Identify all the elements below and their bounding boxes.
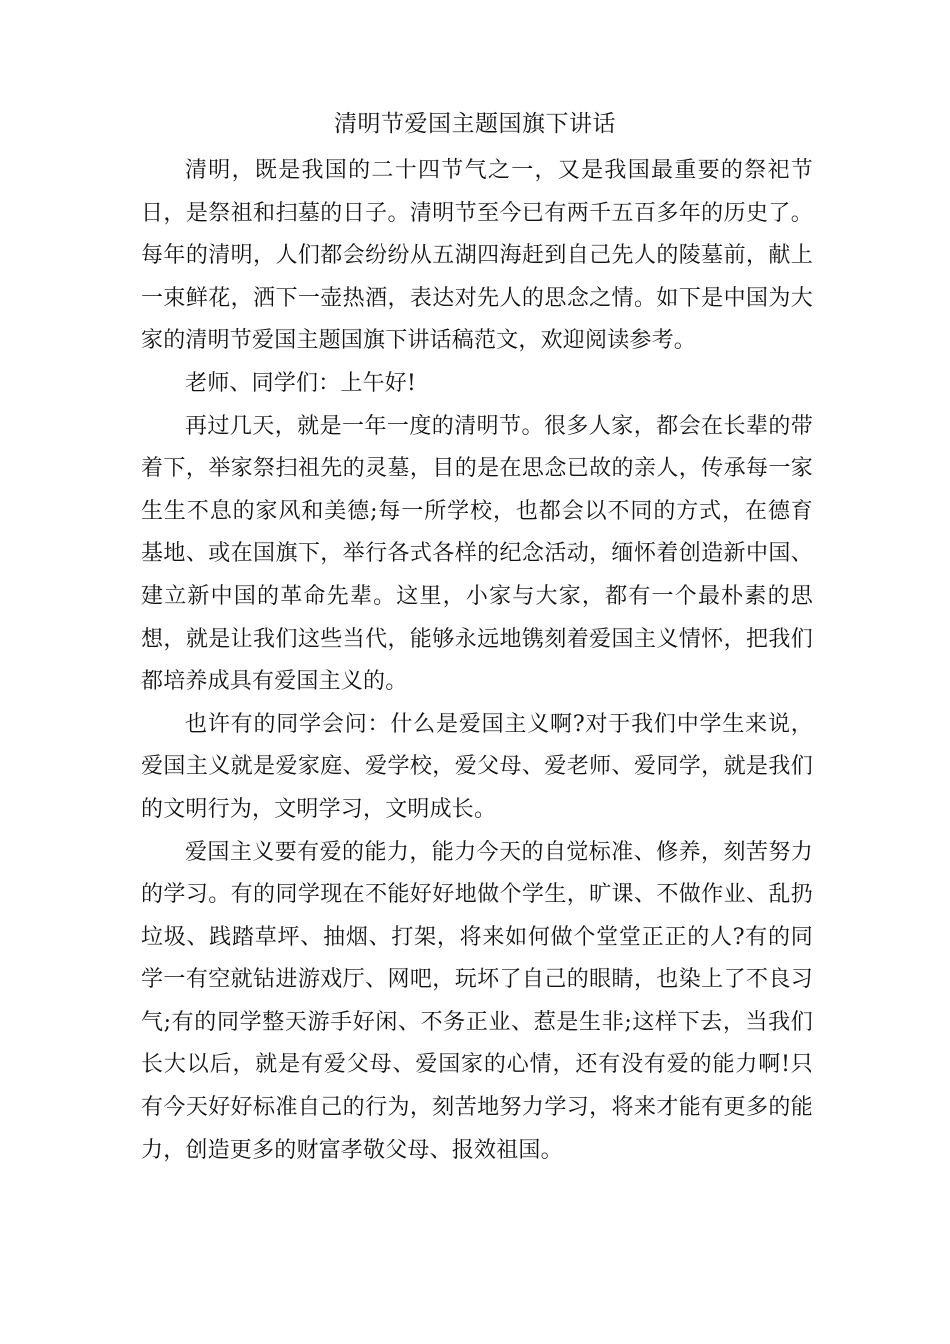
document-body	[141, 150, 813, 1172]
document-title: 清明节爱国主题国旗下讲话	[334, 111, 616, 137]
paragraph-what-is-patriotism: 也许有的同学会问：什么是爱国主义啊?对于我们中学生来说，爱国主义就是爱家庭、爱学校，爱父母、爱老师、爱同学，就是我们的文明行为，文明学习，文明成长。	[141, 711, 813, 822]
paragraph-qingming: 再过几天，就是一年一度的清明节。很多人家，都会在长辈的带着下，举家祭扫祖先的灵墓，目的是在思念已故的亲人，传承每一家生生不息的家风和美德;每一所学校，也都会以不同的方式，在德育基地、或在国旗下，举行各式各样的纪念活动，缅怀着创造新中国、建立新中国的革命先辈。这里，小家与大家，都有一个最朴素的思想，就是让我们这些当代，能够永远地镌刻着爱国主义情怀，把我们都培养成具有爱国主义的。	[141, 413, 813, 695]
paragraph-greeting: 老师、同学们：上午好!	[185, 370, 417, 396]
paragraph-ability-to-love: 爱国主义要有爱的能力，能力今天的自觉标准、修养，刻苦努力的学习。有的同学现在不能好好地做个学生，旷课、不做作业、乱扔垃圾、践踏草坪、抽烟、打架，将来如何做个堂堂正正的人?有的同学一有空就钻进游戏厅、网吧，玩坏了自己的眼睛，也染上了不良习气;有的同学整天游手好闲、不务正业、惹是生非;这样下去，当我们长大以后，就是有爱父母、爱国家的心情，还有没有爱的能力啊!只有今天好好标准自己的行为，刻苦地努力学习，将来才能有更多的能力，创造更多的财富孝敬父母、报效祖国。	[141, 839, 813, 1163]
paragraph-intro: 清明，既是我国的二十四节气之一，又是我国最重要的祭祀节日，是祭祖和扫墓的日子。清明节至今已有两千五百多年的历史了。每年的清明，人们都会纷纷从五湖四海赶到自己先人的陵墓前，献上一束鲜花，洒下一壶热酒，表达对先人的思念之情。如下是中国为大家的清明节爱国主题国旗下讲话稿范文，欢迎阅读参考。	[141, 158, 813, 354]
